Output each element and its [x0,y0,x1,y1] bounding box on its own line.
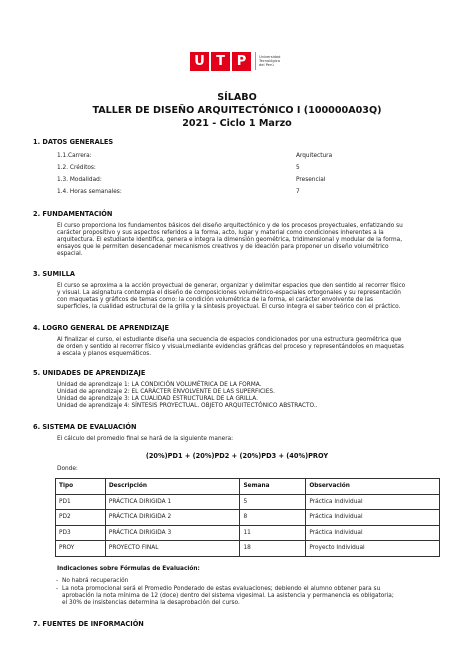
table-cell: 5 [240,494,306,510]
table-cell: PD2 [56,510,106,526]
section-heading-sumilla: 3. SUMILLA [33,270,76,278]
table-cell: PROY [56,541,106,557]
datos-value: 5 [296,165,300,171]
table-cell: PROYECTO FINAL [105,541,240,557]
fundamentacion-line: arquitectura. El estudiante identifica, genera e integra la dimensión geométrica, tridimensional y modular de la forma, [57,237,403,243]
sumilla-line: El curso se aproxima a la acción proyectual de generar, organizar y delimitar espacios que den sentido al recorrer físico [57,283,406,289]
table-cell: 11 [240,525,306,541]
table-cell: PD1 [56,494,106,510]
table-cell: 8 [240,510,306,526]
table-cell: Práctica Individual [306,494,440,510]
table-cell: Práctica Individual [306,510,440,526]
column-header: Descripción [105,479,240,495]
fundamentacion-line: carácter propositivo y sus aspectos referidos a la forma, acto, lugar y material como condiciones inherentes a la [57,230,384,236]
logo-university-name: Universidad Tecnológica del Perú [259,54,281,68]
doc-type-title: SÍLABO [217,92,257,103]
table-cell: Proyecto Individual [306,541,440,557]
fundamentacion-line: El curso proporciona los fundamentos básicos del diseño arquitectónico y de los procesos proyectuales, enfatizando su [57,223,403,229]
table-row [56,525,440,541]
section-heading-fundamentacion: 2. FUNDAMENTACIÓN [33,210,113,218]
cycle-title: 2021 - Ciclo 1 Marzo [182,118,292,129]
datos-label: 1.1.Carrera: [57,153,92,159]
donde-label: Donde: [57,466,78,472]
datos-label: 1.3. Modalidad: [57,177,102,183]
section-heading-fuentes: 7. FUENTES DE INFORMACIÓN [33,620,144,628]
unidad-item: Unidad de aprendizaje 4: SÍNTESIS PROYECTUAL. OBJETO ARQUITECTÓNICO ABSTRACTO.. [57,403,318,409]
sumilla-line: superficies, la cualidad estructural de la grilla y la síntesis proyectual. El curso integra el saber teórico con el práctico. [57,304,401,310]
column-header: Tipo [56,479,106,495]
bullet-icon: - [56,578,59,584]
column-header: Observación [306,479,440,495]
logo-letter-u: U [190,52,209,71]
table-row [56,494,440,510]
evaluacion-intro: El cálculo del promedio final se hará de la siguiente manera: [57,436,234,442]
grade-formula: (20%)PD1 + (20%)PD2 + (20%)PD3 + (40%)PROY [145,452,329,460]
course-title: TALLER DE DISEÑO ARQUITECTÓNICO I (100000A03Q) [92,105,382,116]
datos-label: 1.2. Créditos: [57,165,96,171]
unidad-item: Unidad de aprendizaje 2: EL CARÁCTER ENVOLVENTE DE LAS SUPERFICIES. [57,389,275,395]
indicacion-item: - No habrá recuperación [56,578,129,584]
sumilla-line: y visual. La asignatura contempla el diseño de composiciones volumétrico-espaciales ortogonales y su representación [57,290,401,296]
table-header-row [56,479,440,495]
sumilla-line: con maquetas y gráficos de temas como: la condición volumétrica de la forma, el carácter envolvente de las [57,297,374,303]
table-row [56,510,440,526]
indicaciones-heading: Indicaciones sobre Fórmulas de Evaluación: [57,566,200,572]
table-cell: PRÁCTICA DIRIGIDA 1 [105,494,240,510]
indicacion-item: - La nota promocional será el Promedio Ponderado de estas evaluaciones; debiendo el alumno obtener para su aprobación la nota mínima de 12 (doce) dentro del sistema vigesimal. La asistencia y permanencia es obligatoria; el 30% de insistencias determina la desaprobación del curso. [56,586,394,607]
column-header: Semana [240,479,306,495]
section-heading-evaluacion: 6. SISTEMA DE EVALUACIÓN [33,423,137,431]
evaluation-table [55,478,440,557]
section-heading-unidades: 5. UNIDADES DE APRENDIZAJE [33,369,146,377]
logo-divider [255,52,256,70]
table-cell: PRÁCTICA DIRIGIDA 2 [105,510,240,526]
fundamentacion-line: ensayos que le permiten desencadenar mecanismos creativos y de ideación para proponer un diseño volumétrico [57,244,389,250]
bullet-icon: - [56,586,59,592]
logro-line: de orden y sentido al recorrer físico y visual,mediante evidencias gráficas del proceso y representándolos en maquetas [57,344,404,350]
table-cell: Práctica Individual [306,525,440,541]
logro-line: a escala y planos esquemáticos. [57,351,152,357]
utp-logo [190,50,289,72]
logo-letter-t: T [211,52,230,71]
table-cell: PD3 [56,525,106,541]
logo-letter-p: P [232,52,251,71]
logro-line: Al finalizar el curso, el estudiante diseña una secuencia de espacios condicionados por una estructura geométrica que [57,337,402,343]
unidad-item: Unidad de aprendizaje 1: LA CONDICIÓN VOLUMÉTRICA DE LA FORMA. [57,382,262,388]
unidad-item: Unidad de aprendizaje 3: LA CUALIDAD ESTRUCTURAL DE LA GRILLA. [57,396,258,402]
table-cell: PRÁCTICA DIRIGIDA 3 [105,525,240,541]
table-row [56,541,440,557]
datos-value: Presencial [296,177,326,183]
section-heading-logro: 4. LOGRO GENERAL DE APRENDIZAJE [33,324,170,332]
datos-label: 1.4. Horas semanales: [57,189,122,195]
datos-value: 7 [296,189,300,195]
fundamentacion-line: espacial. [57,251,83,257]
datos-value: Arquitectura [296,153,333,159]
section-heading-datos: 1. DATOS GENERALES [33,138,114,146]
table-cell: 18 [240,541,306,557]
